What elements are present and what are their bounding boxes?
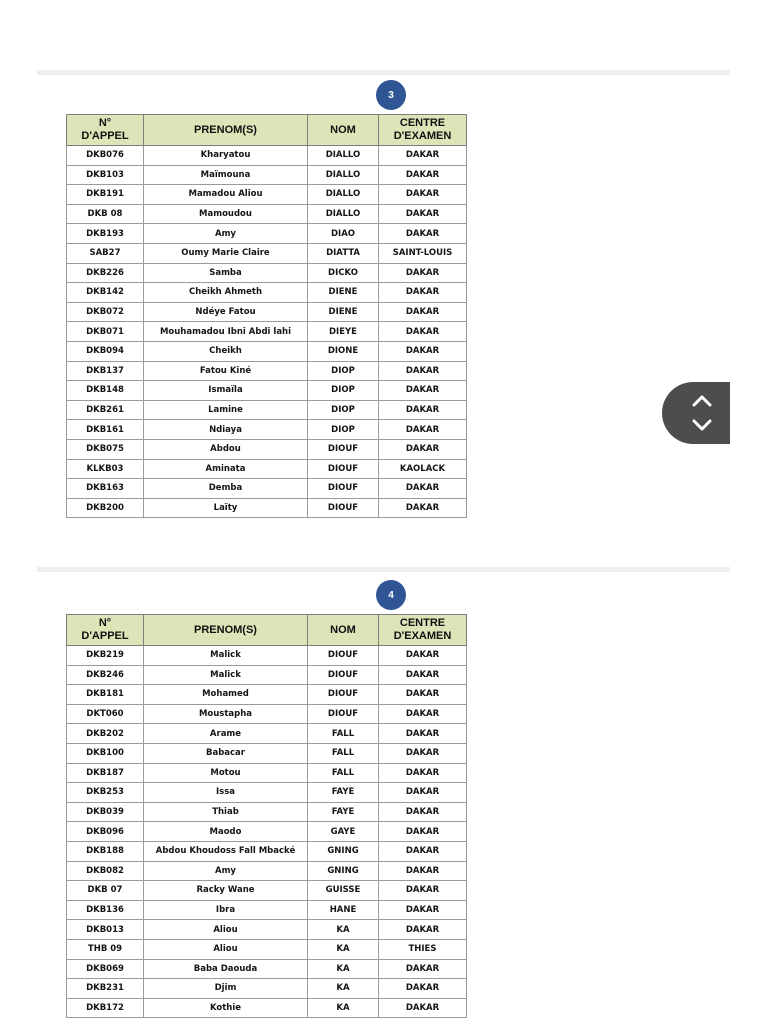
cell-prenom: Lamine — [144, 400, 308, 420]
cell-nom: HANE — [308, 900, 379, 920]
cell-appel: DKB246 — [67, 665, 144, 685]
table-row — [67, 283, 467, 303]
cell-nom: FAYE — [308, 783, 379, 803]
cell-prenom: Issa — [144, 783, 308, 803]
cell-nom: DIALLO — [308, 146, 379, 166]
cell-nom: DIATTA — [308, 243, 379, 263]
header-prenom: PRENOM(S) — [144, 115, 308, 146]
cell-nom: DIOUF — [308, 704, 379, 724]
table-row — [67, 459, 467, 479]
cell-prenom: Oumy Marie Claire — [144, 243, 308, 263]
cell-appel: DKB219 — [67, 646, 144, 666]
cell-centre: DAKAR — [379, 361, 467, 381]
cell-nom: DIOUF — [308, 459, 379, 479]
header-appel: N° D'APPEL — [67, 615, 144, 646]
table-row — [67, 802, 467, 822]
cell-centre: DAKAR — [379, 146, 467, 166]
cell-appel: DKB096 — [67, 822, 144, 842]
cell-prenom: Amy — [144, 224, 308, 244]
cell-centre: DAKAR — [379, 704, 467, 724]
cell-appel: DKB 08 — [67, 204, 144, 224]
cell-nom: FALL — [308, 724, 379, 744]
cell-prenom: Mamadou Aliou — [144, 185, 308, 205]
cell-prenom: Amy — [144, 861, 308, 881]
cell-prenom: Abdou — [144, 439, 308, 459]
cell-appel: DKB172 — [67, 998, 144, 1018]
cell-prenom: Maïmouna — [144, 165, 308, 185]
cell-nom: GUISSE — [308, 881, 379, 901]
cell-centre: DAKAR — [379, 900, 467, 920]
table-row — [67, 861, 467, 881]
table-row — [67, 185, 467, 205]
cell-appel: DKB231 — [67, 979, 144, 999]
cell-prenom: Arame — [144, 724, 308, 744]
cell-appel: DKB202 — [67, 724, 144, 744]
cell-prenom: Racky Wane — [144, 881, 308, 901]
cell-appel: DKB253 — [67, 783, 144, 803]
cell-appel: DKB191 — [67, 185, 144, 205]
header-nom: NOM — [308, 615, 379, 646]
cell-nom: DIAO — [308, 224, 379, 244]
cell-nom: DIOUF — [308, 646, 379, 666]
table-row — [67, 439, 467, 459]
cell-centre: DAKAR — [379, 646, 467, 666]
cell-nom: FALL — [308, 763, 379, 783]
cell-prenom: Ndiaya — [144, 420, 308, 440]
table-row — [67, 841, 467, 861]
cell-appel: KLKB03 — [67, 459, 144, 479]
cell-centre: DAKAR — [379, 998, 467, 1018]
cell-centre: DAKAR — [379, 979, 467, 999]
chevron-down-icon[interactable] — [692, 418, 712, 432]
cell-appel: DKB 07 — [67, 881, 144, 901]
page-number-badge: 4 — [376, 580, 406, 610]
cell-appel: DKB072 — [67, 302, 144, 322]
cell-nom: DIOUF — [308, 498, 379, 518]
cell-prenom: Aliou — [144, 939, 308, 959]
cell-nom: DIOUF — [308, 665, 379, 685]
cell-appel: DKB188 — [67, 841, 144, 861]
cell-appel: DKB094 — [67, 341, 144, 361]
cell-prenom: Laïty — [144, 498, 308, 518]
table-row — [67, 263, 467, 283]
candidate-table — [66, 114, 467, 518]
cell-prenom: Mamoudou — [144, 204, 308, 224]
cell-centre: DAKAR — [379, 224, 467, 244]
cell-prenom: Malick — [144, 646, 308, 666]
cell-nom: DIOP — [308, 361, 379, 381]
cell-prenom: Ismaïla — [144, 381, 308, 401]
cell-nom: DIOP — [308, 420, 379, 440]
chevron-up-icon[interactable] — [692, 394, 712, 408]
table-row — [67, 146, 467, 166]
cell-centre: DAKAR — [379, 165, 467, 185]
cell-nom: GNING — [308, 841, 379, 861]
cell-centre: DAKAR — [379, 685, 467, 705]
cell-appel: DKB137 — [67, 361, 144, 381]
cell-prenom: Abdou Khoudoss Fall Mbacké — [144, 841, 308, 861]
cell-appel: DKB136 — [67, 900, 144, 920]
table-row — [67, 204, 467, 224]
table-header-row — [67, 615, 467, 646]
cell-centre: DAKAR — [379, 724, 467, 744]
cell-nom: DIOUF — [308, 439, 379, 459]
table-row — [67, 646, 467, 666]
table-row — [67, 959, 467, 979]
cell-appel: DKB076 — [67, 146, 144, 166]
cell-prenom: Fatou Kiné — [144, 361, 308, 381]
cell-centre: DAKAR — [379, 381, 467, 401]
cell-appel: DKB200 — [67, 498, 144, 518]
cell-centre: DAKAR — [379, 665, 467, 685]
cell-centre: DAKAR — [379, 204, 467, 224]
scroll-nav-button[interactable] — [662, 382, 730, 444]
table-row — [67, 165, 467, 185]
cell-appel: DKB163 — [67, 479, 144, 499]
cell-prenom: Baba Daouda — [144, 959, 308, 979]
cell-nom: DIENE — [308, 283, 379, 303]
cell-prenom: Babacar — [144, 743, 308, 763]
cell-appel: DKB181 — [67, 685, 144, 705]
cell-centre: DAKAR — [379, 959, 467, 979]
cell-nom: DIOUF — [308, 479, 379, 499]
header-appel: N° D'APPEL — [67, 115, 144, 146]
table-row — [67, 900, 467, 920]
cell-nom: KA — [308, 979, 379, 999]
cell-centre: DAKAR — [379, 743, 467, 763]
table-row — [67, 341, 467, 361]
cell-prenom: Motou — [144, 763, 308, 783]
cell-prenom: Cheikh Ahmeth — [144, 283, 308, 303]
cell-centre: DAKAR — [379, 881, 467, 901]
cell-prenom: Kharyatou — [144, 146, 308, 166]
cell-appel: DKB069 — [67, 959, 144, 979]
cell-appel: SAB27 — [67, 243, 144, 263]
table-row — [67, 322, 467, 342]
cell-centre: DAKAR — [379, 322, 467, 342]
cell-nom: DICKO — [308, 263, 379, 283]
candidate-table — [66, 614, 467, 1018]
cell-nom: KA — [308, 998, 379, 1018]
cell-prenom: Moustapha — [144, 704, 308, 724]
cell-centre: DAKAR — [379, 822, 467, 842]
cell-centre: DAKAR — [379, 420, 467, 440]
cell-nom: DIONE — [308, 341, 379, 361]
table-header-row — [67, 115, 467, 146]
cell-centre: DAKAR — [379, 763, 467, 783]
table-row — [67, 243, 467, 263]
cell-appel: DKB226 — [67, 263, 144, 283]
cell-centre: DAKAR — [379, 479, 467, 499]
table-row — [67, 743, 467, 763]
table-row — [67, 665, 467, 685]
cell-prenom: Thiab — [144, 802, 308, 822]
cell-centre: DAKAR — [379, 302, 467, 322]
cell-centre: DAKAR — [379, 920, 467, 940]
cell-centre: KAOLACK — [379, 459, 467, 479]
cell-prenom: Malick — [144, 665, 308, 685]
cell-nom: KA — [308, 939, 379, 959]
cell-nom: GAYE — [308, 822, 379, 842]
cell-nom: FAYE — [308, 802, 379, 822]
table-row — [67, 881, 467, 901]
cell-nom: DIALLO — [308, 204, 379, 224]
cell-nom: DIOP — [308, 381, 379, 401]
header-nom: NOM — [308, 115, 379, 146]
cell-prenom: Ndéye Fatou — [144, 302, 308, 322]
cell-centre: DAKAR — [379, 802, 467, 822]
table-row — [67, 998, 467, 1018]
cell-nom: DIOP — [308, 400, 379, 420]
cell-prenom: Cheikh — [144, 341, 308, 361]
table-row — [67, 724, 467, 744]
cell-nom: DIOUF — [308, 685, 379, 705]
table-row — [67, 224, 467, 244]
cell-nom: KA — [308, 920, 379, 940]
table-row — [67, 822, 467, 842]
page-separator — [37, 567, 730, 572]
cell-centre: DAKAR — [379, 783, 467, 803]
table-row — [67, 400, 467, 420]
table-row — [67, 939, 467, 959]
header-centre: CENTRE D'EXAMEN — [379, 115, 467, 146]
cell-prenom: Demba — [144, 479, 308, 499]
table-row — [67, 920, 467, 940]
cell-prenom: Aliou — [144, 920, 308, 940]
cell-nom: DIEYE — [308, 322, 379, 342]
cell-appel: DKB261 — [67, 400, 144, 420]
cell-nom: DIENE — [308, 302, 379, 322]
cell-appel: DKB071 — [67, 322, 144, 342]
table-row — [67, 479, 467, 499]
cell-prenom: Djim — [144, 979, 308, 999]
cell-appel: DKB100 — [67, 743, 144, 763]
cell-appel: DKT060 — [67, 704, 144, 724]
cell-nom: GNING — [308, 861, 379, 881]
cell-appel: DKB103 — [67, 165, 144, 185]
cell-centre: DAKAR — [379, 283, 467, 303]
cell-nom: DIALLO — [308, 165, 379, 185]
table-row — [67, 302, 467, 322]
header-centre: CENTRE D'EXAMEN — [379, 615, 467, 646]
table-row — [67, 783, 467, 803]
cell-prenom: Ibra — [144, 900, 308, 920]
header-prenom: PRENOM(S) — [144, 615, 308, 646]
cell-centre: DAKAR — [379, 185, 467, 205]
table-row — [67, 498, 467, 518]
cell-centre: DAKAR — [379, 498, 467, 518]
cell-appel: DKB193 — [67, 224, 144, 244]
cell-centre: DAKAR — [379, 861, 467, 881]
table-row — [67, 361, 467, 381]
cell-prenom: Samba — [144, 263, 308, 283]
cell-appel: DKB039 — [67, 802, 144, 822]
table-row — [67, 420, 467, 440]
cell-centre: DAKAR — [379, 439, 467, 459]
cell-nom: KA — [308, 959, 379, 979]
cell-prenom: Maodo — [144, 822, 308, 842]
cell-prenom: Aminata — [144, 459, 308, 479]
cell-centre: DAKAR — [379, 341, 467, 361]
table-row — [67, 763, 467, 783]
cell-appel: DKB075 — [67, 439, 144, 459]
table-row — [67, 979, 467, 999]
cell-appel: THB 09 — [67, 939, 144, 959]
cell-appel: DKB148 — [67, 381, 144, 401]
cell-appel: DKB142 — [67, 283, 144, 303]
cell-nom: FALL — [308, 743, 379, 763]
cell-appel: DKB013 — [67, 920, 144, 940]
cell-centre: SAINT-LOUIS — [379, 243, 467, 263]
table-row — [67, 685, 467, 705]
page-number-badge: 3 — [376, 80, 406, 110]
cell-centre: DAKAR — [379, 263, 467, 283]
table-row — [67, 704, 467, 724]
cell-prenom: Mohamed — [144, 685, 308, 705]
cell-prenom: Mouhamadou Ibni Abdi lahi — [144, 322, 308, 342]
cell-appel: DKB187 — [67, 763, 144, 783]
cell-appel: DKB082 — [67, 861, 144, 881]
cell-nom: DIALLO — [308, 185, 379, 205]
cell-appel: DKB161 — [67, 420, 144, 440]
cell-centre: DAKAR — [379, 841, 467, 861]
cell-centre: DAKAR — [379, 400, 467, 420]
cell-prenom: Kothie — [144, 998, 308, 1018]
page-separator — [37, 70, 730, 75]
table-row — [67, 381, 467, 401]
cell-centre: THIES — [379, 939, 467, 959]
